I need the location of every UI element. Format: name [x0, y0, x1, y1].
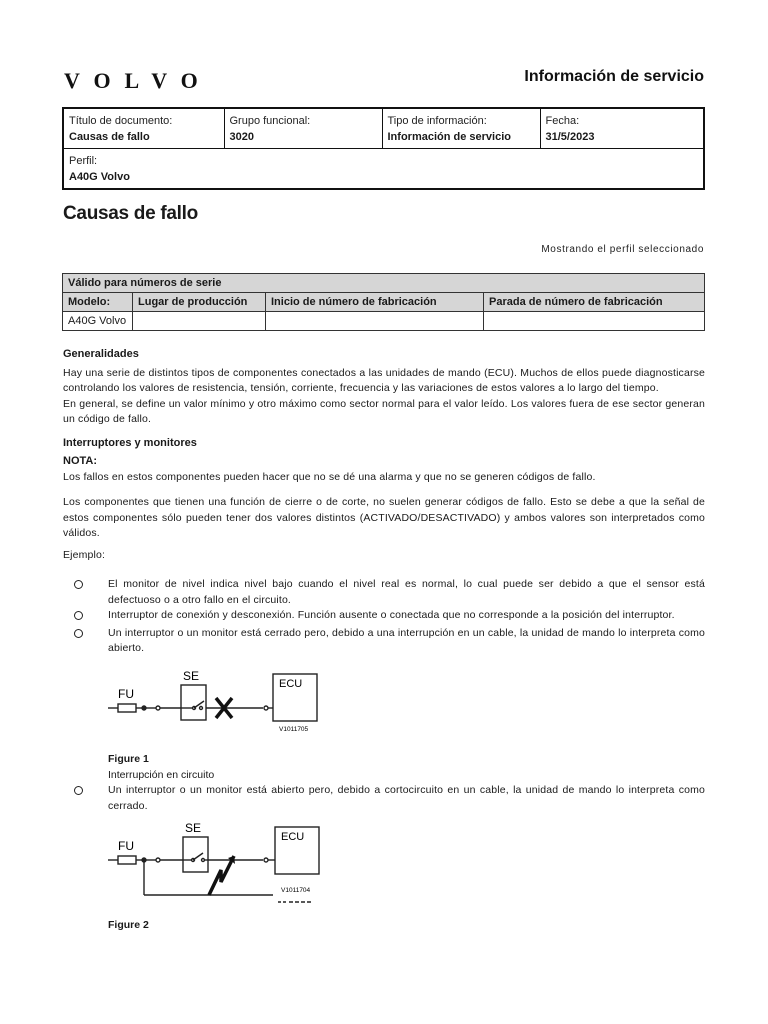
document-meta-table [62, 107, 705, 190]
date-value: 31/5/2023 [545, 131, 595, 143]
general-paragraph-1: Hay una serie de distintos tipos de componentes conectados a las unidades de mando (ECU). Muchos de ellos puede diagnosticarse controlando los valores de resistencia, tensión, corriente, frecuencia y las variaciones de estos valores a lo largo del tiempo. [63, 366, 705, 394]
bullet-circle-icon [63, 577, 108, 595]
serial-header-start: Inicio de número de fabricación [266, 293, 484, 312]
bullet-circle-icon [63, 608, 108, 626]
serial-cell-production [133, 312, 266, 331]
doc-title-value: Causas de fallo [69, 131, 150, 143]
bullet-text-1: El monitor de nivel indica nivel bajo cuando el nivel real es normal, lo cual puede ser debido a que el sensor está defectuoso o a otro fallo en el circuito. [108, 578, 705, 606]
serial-table-caption: Válido para números de serie [63, 274, 705, 293]
date-label: Fecha: [545, 115, 580, 127]
figure-2 [108, 822, 705, 933]
serial-cell-stop [484, 312, 705, 331]
example-label: Ejemplo: [63, 548, 106, 561]
bullet-circle-icon [63, 783, 108, 801]
figure-code: V1011705 [279, 725, 309, 733]
serial-cell-start [266, 312, 484, 331]
switches-paragraph: Los componentes que tienen una función de cierre o de corte, no suelen generar códigos de fallo. Esto se debe a que la señal de estos componentes sólo pueden tener dos valores distintos (ACTIVADO/DESACTIVADO) y ambos valores son interpretados como válidos. [63, 496, 705, 539]
volvo-logo: VOLVO [64, 68, 212, 93]
profile-label: Perfil: [69, 155, 98, 167]
figure-1-subcaption: Interrupción en circuito [108, 768, 215, 781]
profile-note: Mostrando el perfil seleccionado [541, 244, 704, 255]
serial-number-table [62, 273, 705, 331]
short-circuit-diagram [108, 822, 348, 910]
ecu-label: ECU [281, 831, 305, 843]
serial-header-production: Lugar de producción [133, 293, 266, 312]
note-text: Los fallos en estos componentes pueden hacer que no se dé una alarma y que no se generen códigos de fallo. [63, 470, 596, 483]
group-value: 3020 [229, 131, 254, 143]
list-item [63, 626, 705, 657]
document-body [63, 347, 705, 933]
figure-1-caption: Figure 1 [108, 753, 149, 765]
bullet-text-3: Un interruptor o un monitor está cerrado pero, debido a una interrupción en un cable, la unidad de mando lo interpreta como abierto. [108, 626, 705, 654]
figure-code: V1011704 [281, 887, 311, 894]
doc-title-label: Título de documento: [69, 115, 173, 127]
header-title: Información de servicio [524, 68, 704, 85]
circuit-open-diagram [108, 665, 348, 745]
general-heading: Generalidades [63, 348, 139, 360]
profile-value: A40G Volvo [69, 171, 130, 183]
bullet-text-4: Un interruptor o un monitor está abierto pero, debido a cortocircuito en un cable, la unidad de mando lo interpreta como cerrado. [108, 784, 705, 812]
figure-1 [108, 665, 705, 768]
general-paragraph-2: En general, se define un valor mínimo y otro máximo como sector normal para el valor leído. Los valores fuera de ese sector generan un código de fallo. [63, 397, 705, 425]
list-item [63, 783, 705, 814]
switches-heading: Interruptores y monitores [63, 436, 197, 449]
group-label: Grupo funcional: [229, 115, 311, 127]
se-label: SE [183, 668, 200, 683]
list-item [63, 608, 705, 626]
serial-cell-model: A40G Volvo [63, 312, 133, 331]
serial-header-stop: Parada de número de fabricación [484, 293, 705, 312]
fu-label: FU [118, 686, 134, 701]
info-type-label: Tipo de información: [387, 115, 487, 127]
note-label: NOTA: [63, 455, 98, 467]
list-item [63, 577, 705, 608]
table-row [63, 312, 705, 331]
page-title: Causas de fallo [63, 203, 198, 224]
fu-label: FU [118, 839, 134, 853]
bullet-circle-icon [63, 626, 108, 644]
info-type-value: Información de servicio [387, 131, 511, 143]
figure-2-caption: Figure 2 [108, 918, 149, 931]
bullet-text-2: Interruptor de conexión y desconexión. Función ausente o conectada que no corresponde a la posición del interruptor. [108, 609, 675, 621]
se-label: SE [185, 822, 202, 835]
serial-header-model: Modelo: [63, 293, 133, 312]
ecu-label: ECU [279, 677, 303, 690]
